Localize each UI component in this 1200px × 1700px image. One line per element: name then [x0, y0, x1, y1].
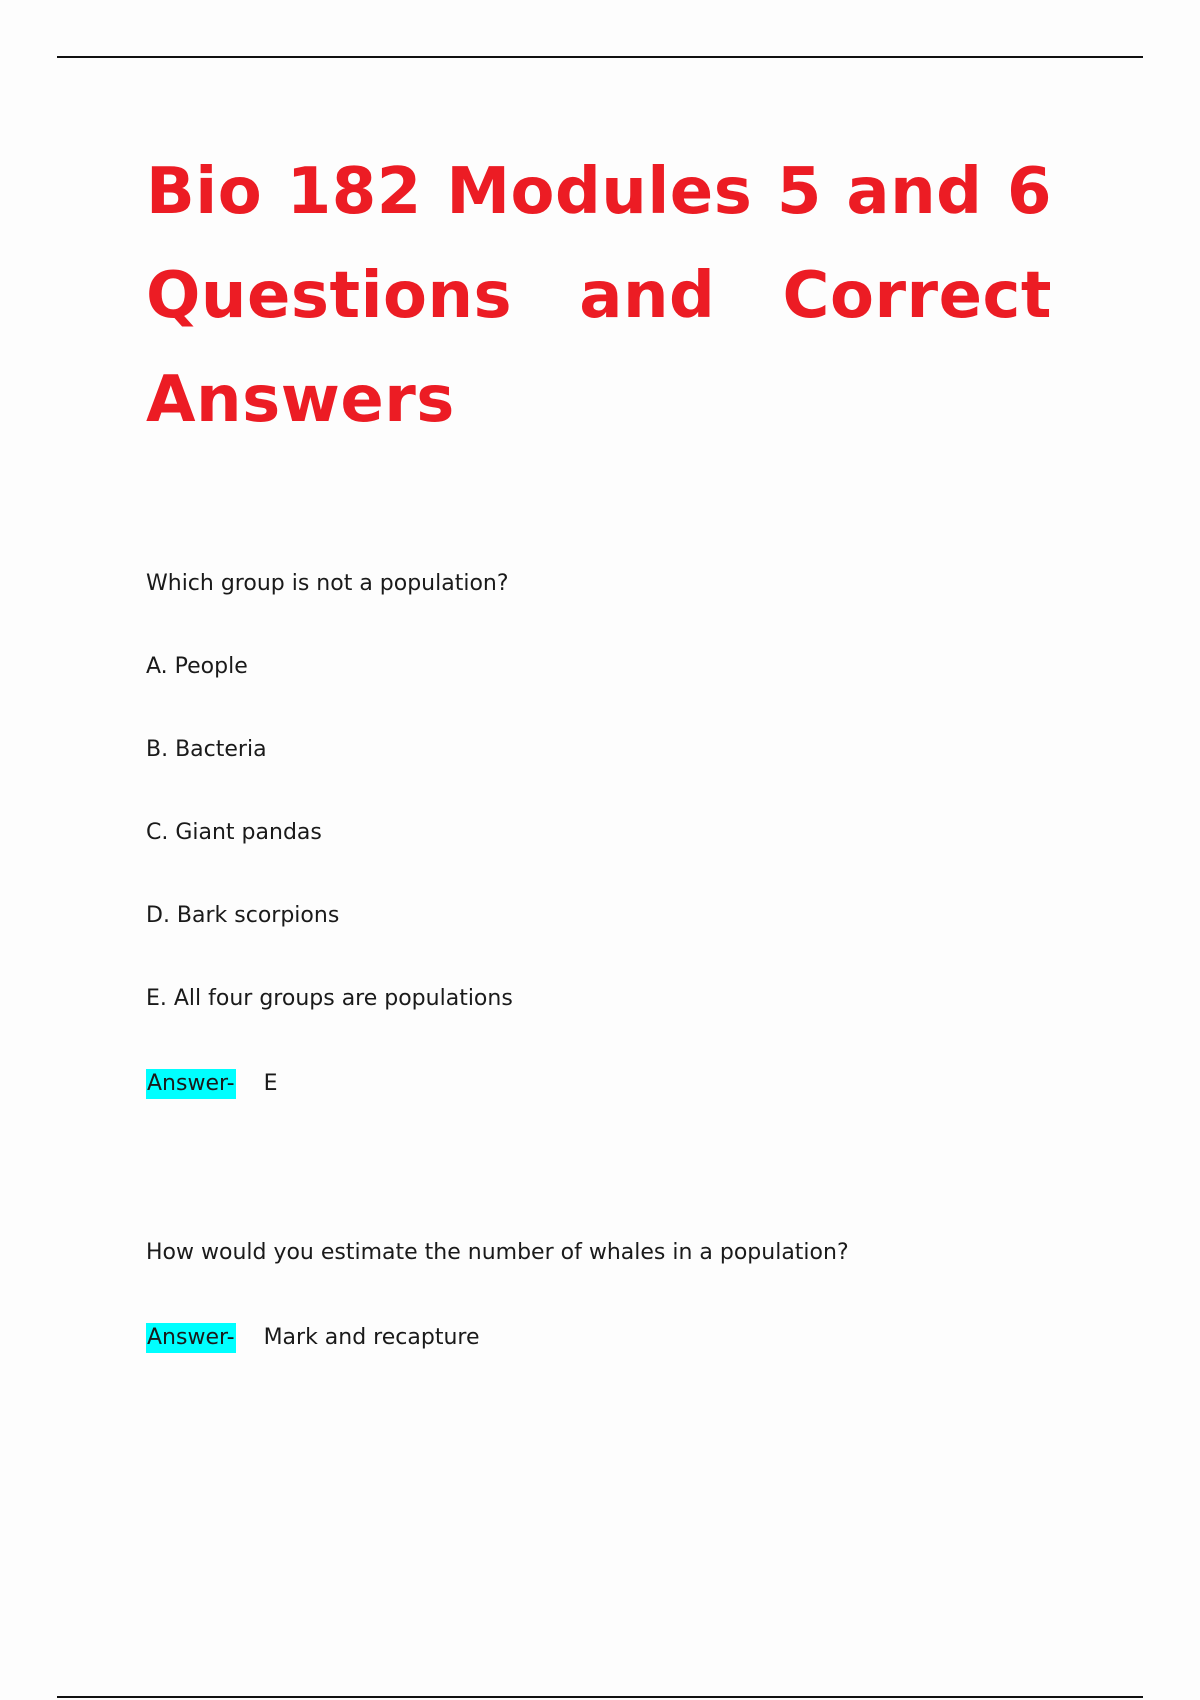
- question-text: How would you estimate the number of whales in a population?: [146, 1240, 849, 1265]
- bottom-rule: [57, 1696, 1143, 1698]
- option-c: C. Giant pandas: [146, 820, 322, 845]
- question-text: Which group is not a population?: [146, 571, 509, 596]
- document-title: Bio 182 Modules 5 and 6 Questions and Correct Answers: [146, 155, 1052, 437]
- top-rule: [57, 56, 1143, 58]
- option-b: B. Bacteria: [146, 737, 267, 762]
- answer-label: Answer-: [146, 1069, 236, 1099]
- document-body: [146, 140, 1052, 1353]
- answer-row: [146, 1323, 1052, 1353]
- option-e: E. All four groups are populations: [146, 986, 513, 1011]
- question-block-2: [146, 1240, 1052, 1353]
- answer-value: Mark and recapture: [263, 1325, 480, 1350]
- answer-value: E: [263, 1071, 278, 1096]
- option-d: D. Bark scorpions: [146, 903, 340, 928]
- answer-label: Answer-: [146, 1323, 236, 1353]
- answer-row: [146, 1069, 1052, 1099]
- option-a: A. People: [146, 654, 248, 679]
- question-block-1: [146, 571, 1052, 1099]
